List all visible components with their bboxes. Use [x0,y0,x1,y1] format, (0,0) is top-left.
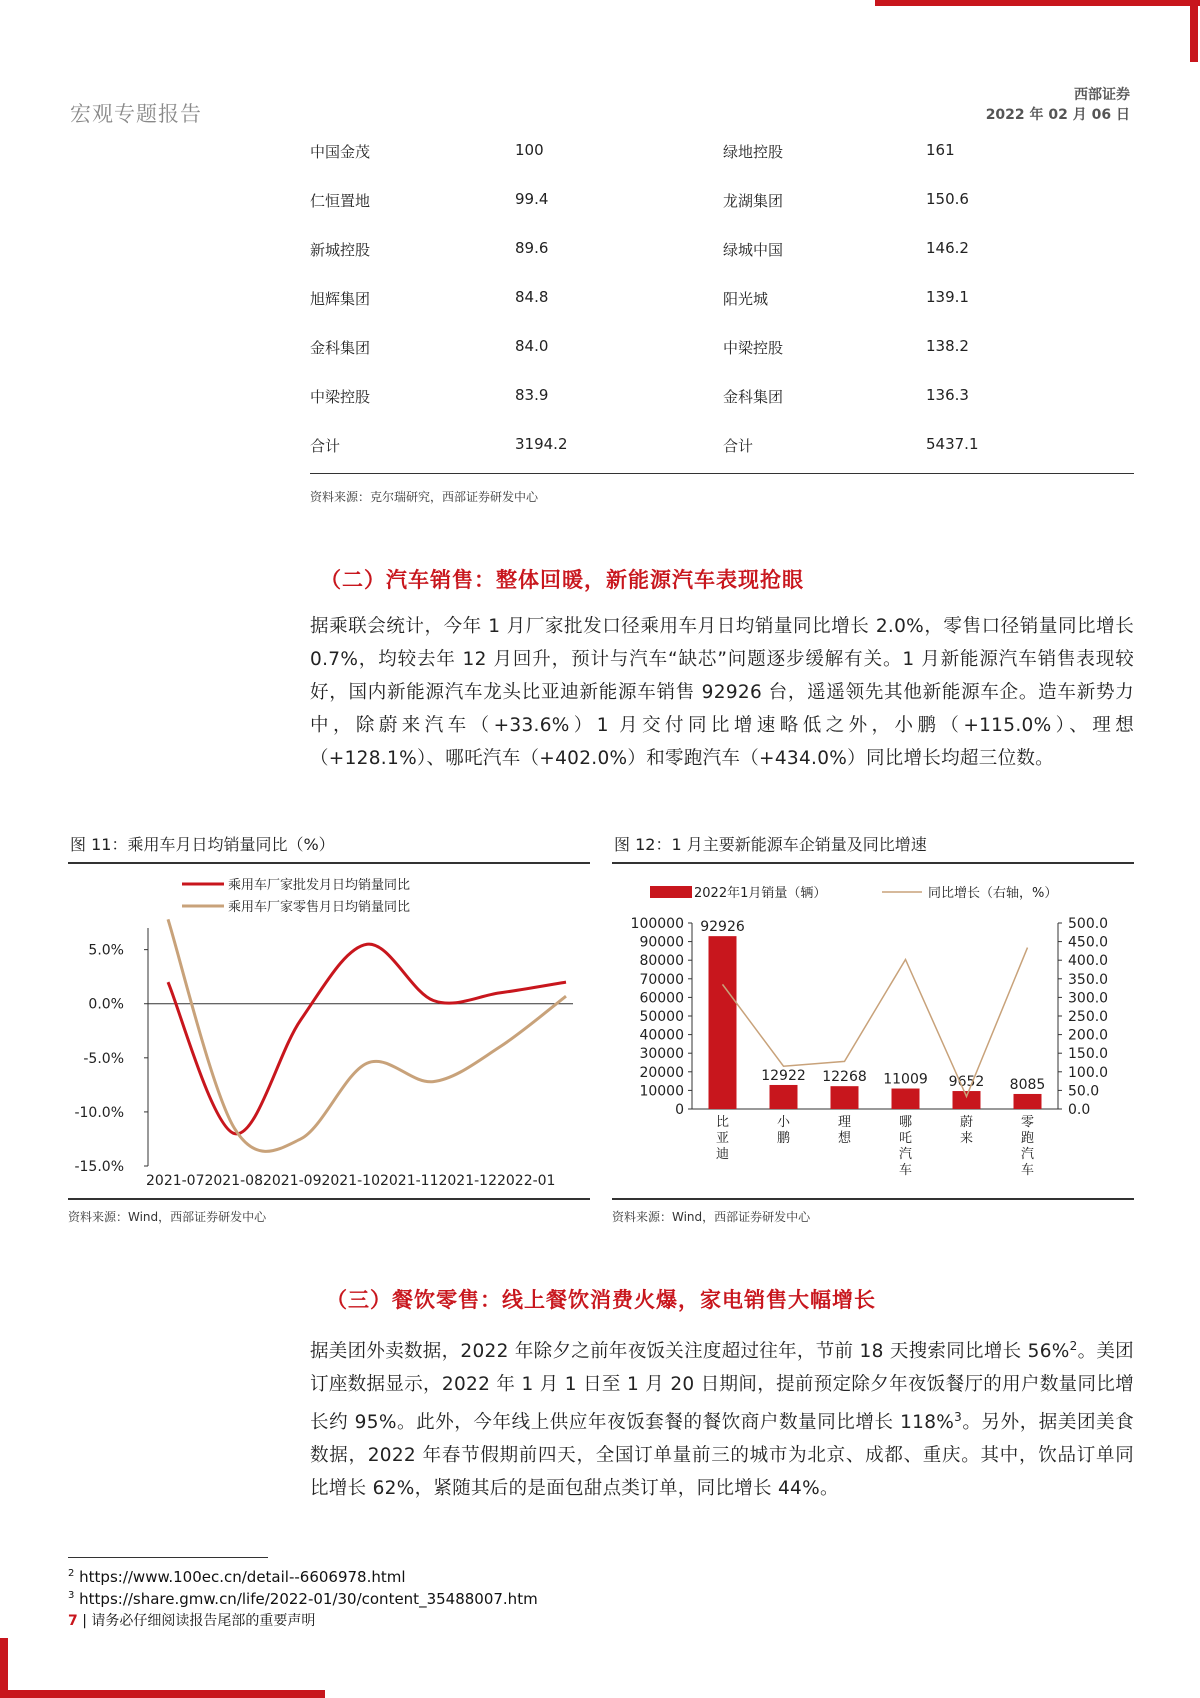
left-tick-label: 60000 [639,990,684,1007]
table-cell-value: 150.6 [926,190,969,208]
footnote-2 [68,1568,406,1586]
section-3-title: （三）餐饮零售：线上餐饮消费火爆，家电销售大幅增长 [326,1287,876,1312]
left-tick-label: 100000 [630,916,684,932]
legend-label-sales: 2022年1月销量（辆） [694,886,827,901]
table-cell-company: 中梁控股 [723,339,784,357]
table-cell-value: 5437.1 [926,424,1134,473]
page-number: 7 [68,1613,78,1629]
right-tick-label: 350.0 [1068,971,1109,988]
footnote-2-number: 2 [68,1568,75,1579]
table-cell-company: 中国金茂 [310,143,371,161]
left-tick-label: 10000 [639,1083,684,1100]
figure-11-source: 资料来源：Wind，西部证券研发中心 [68,1210,267,1224]
table-cell-value: 84.0 [515,337,549,355]
bar-3 [892,1089,920,1109]
figure-11-line-chart [68,868,590,1196]
y-tick-label: 5.0% [88,942,124,959]
table-source: 资料来源：克尔瑞研究，西部证券研发中心 [310,490,539,504]
section-3-paragraph [310,1330,1134,1505]
left-tick-label: 80000 [639,953,684,970]
left-tick-label: 40000 [639,1027,684,1044]
bar-2 [831,1086,859,1109]
table-row [310,424,1134,473]
figure-12-source: 资料来源：Wind，西部证券研发中心 [612,1210,811,1224]
figure-12-legend [650,885,1057,901]
left-tick-label: 30000 [639,1046,684,1063]
table-cell-company: 中梁控股 [310,388,371,406]
right-tick-label: 200.0 [1068,1027,1109,1044]
page-footer [68,1610,315,1630]
corner-decoration-bottom-vertical [0,1638,8,1698]
left-tick-label: 70000 [639,971,684,988]
table-cell-company: 新城控股 [310,241,371,259]
section-2-title: （二）汽车销售：整体回暖，新能源汽车表现抢眼 [320,567,804,592]
bar-data-label: 9652 [948,1074,985,1091]
table-cell-company: 金科集团 [310,339,371,357]
table-row [310,375,1134,424]
table-cell-company: 仁恒置地 [310,192,371,210]
right-tick-label: 50.0 [1068,1083,1100,1100]
right-tick-label: 450.0 [1068,934,1109,951]
table-cell-value: 139.1 [926,288,969,306]
figure-11-x-axis-labels: 2021-072021-082021-092021-102021-112021-122022-01 [146,1173,556,1189]
figure-11-bottom-rule [68,1198,590,1200]
table-cell-value: 83.9 [515,386,549,404]
legend-label-wholesale: 乘用车厂家批发月日均销量同比 [228,878,411,893]
y-tick-label: -10.0% [74,1104,124,1121]
table-cell-company: 龙湖集团 [723,192,784,210]
y-tick-label: 0.0% [88,996,124,1013]
right-tick-label: 100.0 [1068,1064,1109,1081]
footnote-2-link[interactable]: https://www.100ec.cn/detail--6606978.html [79,1568,406,1586]
table-row [310,179,1134,228]
brand-name: 西部证券 [1074,87,1130,103]
table-cell-value: 3194.2 [515,424,723,473]
footnote-3-number: 3 [68,1590,75,1601]
report-date: 2022 年 02 月 06 日 [985,107,1130,123]
right-tick-label: 250.0 [1068,1009,1109,1025]
right-tick-label: 500.0 [1068,916,1109,932]
legend-label-retail: 乘用车厂家零售月日均销量同比 [228,900,411,915]
series-line-wholesale [168,944,566,1134]
bar-0 [709,936,737,1109]
table-cell-company: 合计 [723,424,926,473]
report-type: 宏观专题报告 [70,102,202,126]
table-cell-value: 161 [926,141,955,159]
bar-4 [953,1091,981,1109]
legend-label-growth: 同比增长（右轴，%） [928,886,1058,901]
footnote-ref-3[interactable]: 3 [954,1410,963,1425]
table-cell-value: 100 [515,141,544,159]
section-3-text-b: 。美团订座数据显示，2022 年 1 月 1 日至 1 月 20 日期间，提前预定除夕年夜饭餐厅的用户数量同比增长约 95%。此外，今年线上供应年夜饭套餐的餐饮商户数量同比增长 118% [310,1341,1134,1434]
bar-data-label: 12268 [822,1069,867,1086]
y-tick-label: -15.0% [74,1159,124,1175]
figure-11-top-rule [68,862,590,864]
table-cell-company: 合计 [310,424,515,473]
figure-12-bar-chart [612,868,1134,1196]
table-cell-company: 阳光城 [723,290,769,308]
left-tick-label: 20000 [639,1064,684,1081]
table-cell-value: 138.2 [926,337,969,355]
section-3-text-c: 。另外，据美团美食数据，2022 年春节假期前四天，全国订单量前三的城市为北京、成都、重庆。其中，饮品订单同比增长 62%，紧随其后的是面包甜点类订单，同比增长 44%。 [310,1412,1135,1500]
bar-5 [1014,1094,1042,1109]
bar-data-label: 8085 [1009,1076,1046,1093]
footnote-rule [68,1557,268,1558]
category-label: 理想 [837,1115,852,1146]
table-cell-value: 146.2 [926,239,969,257]
right-tick-label: 150.0 [1068,1046,1109,1063]
table-cell-value: 89.6 [515,239,549,257]
footnote-3-link[interactable]: https://share.gmw.cn/life/2022-01/30/content_35488007.htm [79,1590,538,1608]
figure-12-top-rule [612,862,1134,864]
figure-12-bottom-rule [612,1198,1134,1200]
corner-decoration-bottom [0,1690,325,1698]
table-cell-company: 绿地控股 [723,143,784,161]
table-cell-company: 绿城中国 [723,241,784,259]
bar-1 [770,1085,798,1109]
section-2-paragraph: 据乘联会统计，今年 1 月厂家批发口径乘用车月日均销量同比增长 2.0%，零售口径销量同比增长 0.7%，均较去年 12 月回升，预计与汽车“缺芯”问题逐步缓解有关。1 月新能源汽车销售表现较好，国内新能源汽车龙头比亚迪新能源车销售 92926 台，遥遥领先其他新能源车企。造车新势力中，除蔚来汽车（+33.6%）1 月交付同比增速略低之外，小鹏（+115.0%）、理想（+128.1%）、哪吒汽车（+402.0%）和零跑汽车（+434.0%）同比增长均超三位数。 [310,616,1134,769]
right-tick-label: 0.0 [1068,1102,1091,1118]
category-label: 哪吒汽车 [898,1115,913,1178]
bar-data-label: 92926 [700,919,745,936]
figure-11-legend [182,877,410,915]
left-tick-label: 90000 [639,934,684,951]
sales-table [310,130,1134,474]
figure-11-title: 图 11：乘用车月日均销量同比（%） [70,835,335,854]
table-cell-value: 84.8 [515,288,549,306]
right-tick-label: 300.0 [1068,990,1109,1007]
table-cell-company: 金科集团 [723,388,784,406]
category-label: 蔚来 [959,1115,974,1146]
figure-12-title: 图 12：1 月主要新能源车企销量及同比增速 [614,835,927,854]
table-cell-company: 旭辉集团 [310,290,371,308]
category-label: 零跑汽车 [1020,1115,1035,1178]
bar-data-label: 12922 [761,1067,806,1084]
left-tick-label: 0 [675,1102,684,1118]
series-line-retail [168,919,566,1151]
section-3-text-a: 据美团外卖数据，2022 年除夕之前年夜饭关注度超过往年，节前 18 天搜索同比增长 56% [310,1341,1070,1363]
corner-decoration-top-vertical [1190,0,1198,62]
table-row [310,277,1134,326]
table-row [310,326,1134,375]
footnote-ref-2[interactable]: 2 [1069,1339,1078,1353]
table-row [310,130,1134,179]
bar-data-label: 11009 [883,1071,928,1088]
left-tick-label: 50000 [639,1009,684,1025]
legend-swatch-sales [650,886,692,898]
table-cell-value: 99.4 [515,190,549,208]
table-row [310,228,1134,277]
footer-notice: | 请务必仔细阅读报告尾部的重要声明 [82,1613,316,1629]
footnote-3 [68,1590,538,1608]
category-label: 小鹏 [776,1115,791,1146]
right-tick-label: 400.0 [1068,953,1109,970]
table-cell-value: 136.3 [926,386,969,404]
category-label: 比亚迪 [715,1115,730,1162]
y-tick-label: -5.0% [83,1050,124,1067]
corner-decoration-top [875,0,1200,6]
